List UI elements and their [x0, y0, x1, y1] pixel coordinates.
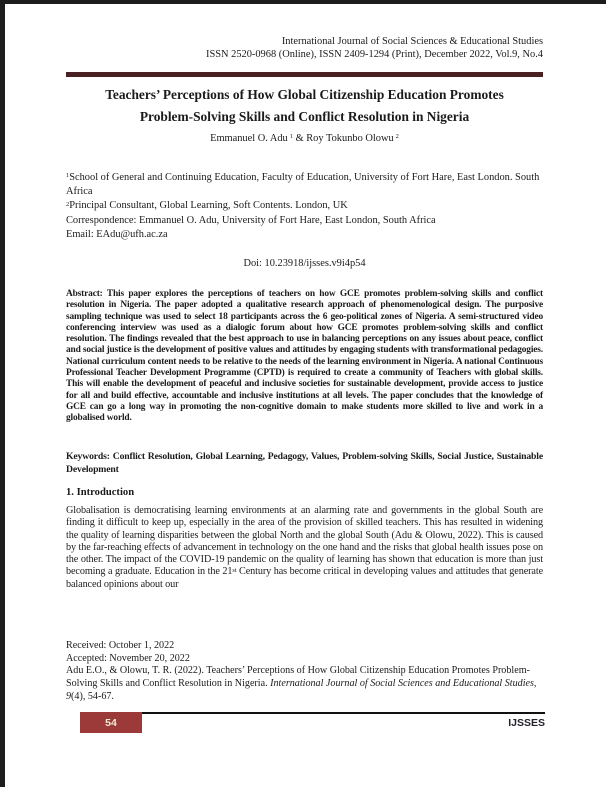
authors-line	[66, 133, 543, 144]
keywords-paragraph: Keywords: Conflict Resolution, Global Learning, Pedagogy, Values, Problem-solving Skills, Social Justice, Sustainable Development	[66, 451, 543, 475]
affiliation-1-superscript: 1	[66, 172, 70, 180]
footer-rule	[80, 712, 545, 714]
affiliation-2-superscript: 2	[66, 200, 70, 208]
authors-separator: &	[292, 133, 307, 144]
author-2-superscript: 2	[395, 133, 399, 141]
doi-line: Doi: 10.23918/ijsses.v9i4p54	[243, 258, 366, 269]
journal-header	[66, 35, 543, 61]
paper-title-line-2: Problem-Solving Skills and Conflict Resolution in Nigeria	[139, 109, 470, 124]
affiliation-2	[66, 199, 543, 213]
backmatter-block	[66, 640, 543, 704]
author-2: Roy Tokunbo Olowu	[306, 133, 394, 144]
journal-name-line: International Journal of Social Sciences & Educational Studies	[281, 36, 543, 47]
paper-title	[66, 84, 543, 128]
citation-pages: (4), 54-67.	[71, 690, 114, 702]
accepted-line: Accepted: November 20, 2022	[66, 652, 190, 664]
abstract-paragraph: Abstract: This paper explores the perceptions of teachers on how GCE promotes problem-solving skills and conflict resolution in Nigeria. The paper adopted a qualitative research approach of phenomenological design. The purposive sampling technique was used to select 18 participants across the 6 geo-political zones of Nigeria. A semi-structured video conferencing interview was used as a dialogic forum about how GCE promotes problem-solving skills and conflict resolution. The findings revealed that the best approach to use in balancing perceptions on any issues about peace, conflict and social justice is the development of positive values and attitudes by engaging students with transformational pedagogies. National curriculum content needs to be relative to the needs of the learning environment in Nigeria. A national Continuous Professional Teacher Development Programme (CPTD) is required to create a community of Teachers with global skills. This will enable the development of peaceful and inclusive societies for sustainable development, provide access to justice for all and build effective, accountable and inclusive institutions at all levels. The paper concludes that the knowledge of GCE can go a long way in promoting the non-cognitive domain to make students more skilled to live and work in a globalised world.	[66, 289, 543, 424]
ordinal-superscript: st	[232, 566, 237, 574]
journal-abbreviation: IJSSES	[508, 717, 545, 729]
affiliation-1-text: School of General and Continuing Education, Faculty of Education, University of Fort Hare, East London. South Africa	[66, 172, 540, 198]
paper-title-line-1: Teachers’ Perceptions of How Global Citizenship Education Promotes	[105, 87, 504, 102]
page-edge-top	[0, 0, 606, 4]
page-number-box	[80, 712, 142, 733]
affiliation-2-text: Principal Consultant, Global Learning, Soft Contents. London, UK	[69, 200, 348, 212]
affiliations-block	[66, 171, 543, 242]
page-number: 54	[105, 716, 117, 729]
affiliation-1	[66, 171, 543, 199]
issn-line: ISSN 2520-0968 (Online), ISSN 2409-1294 (Print), December 2022, Vol.9, No.4	[206, 49, 543, 60]
introduction-text-after: Century has become critical in developing values and attitudes that generate balanced opinions about our	[66, 566, 544, 590]
introduction-heading: 1. Introduction	[66, 487, 135, 498]
correspondence-line: Correspondence: Emmanuel O. Adu, University of Fort Hare, East London, South Africa	[66, 214, 436, 226]
header-rule	[66, 72, 543, 77]
page-edge-left	[0, 0, 5, 787]
citation-journal-italic: International Journal of Social Sciences and Educational Studies, 9	[66, 678, 537, 702]
author-1-superscript: 1	[289, 133, 293, 141]
email-line: Email: EAdu@ufh.ac.za	[66, 228, 168, 240]
citation-paragraph	[66, 665, 543, 703]
citation-text: Adu E.O., & Olowu, T. R. (2022). Teachers’ Perceptions of How Global Citizenship Education Promotes Problem-Solving Skills and Conflict Resolution in Nigeria.	[66, 665, 530, 690]
received-line: Received: October 1, 2022	[66, 640, 175, 651]
introduction-text-before: Globalisation is democratising learning environments at an alarming rate and governments in the global South are finding it difficult to keep up, especially in the area of the provision of skilled teachers. This has resulted in widening the quality of learning disparities between the global North and the global South (Adu & Olowu, 2022). This is caused by the far-reaching effects of advancement in technology on the one hand and the risks that global health issues pose on the other. The impact of the COVID-19 pandemic on the quality of learning has shown that education is more than just becoming a graduate. Education in the 21	[66, 505, 543, 578]
author-1: Emmanuel O. Adu	[210, 133, 288, 144]
introduction-paragraph	[66, 505, 543, 591]
